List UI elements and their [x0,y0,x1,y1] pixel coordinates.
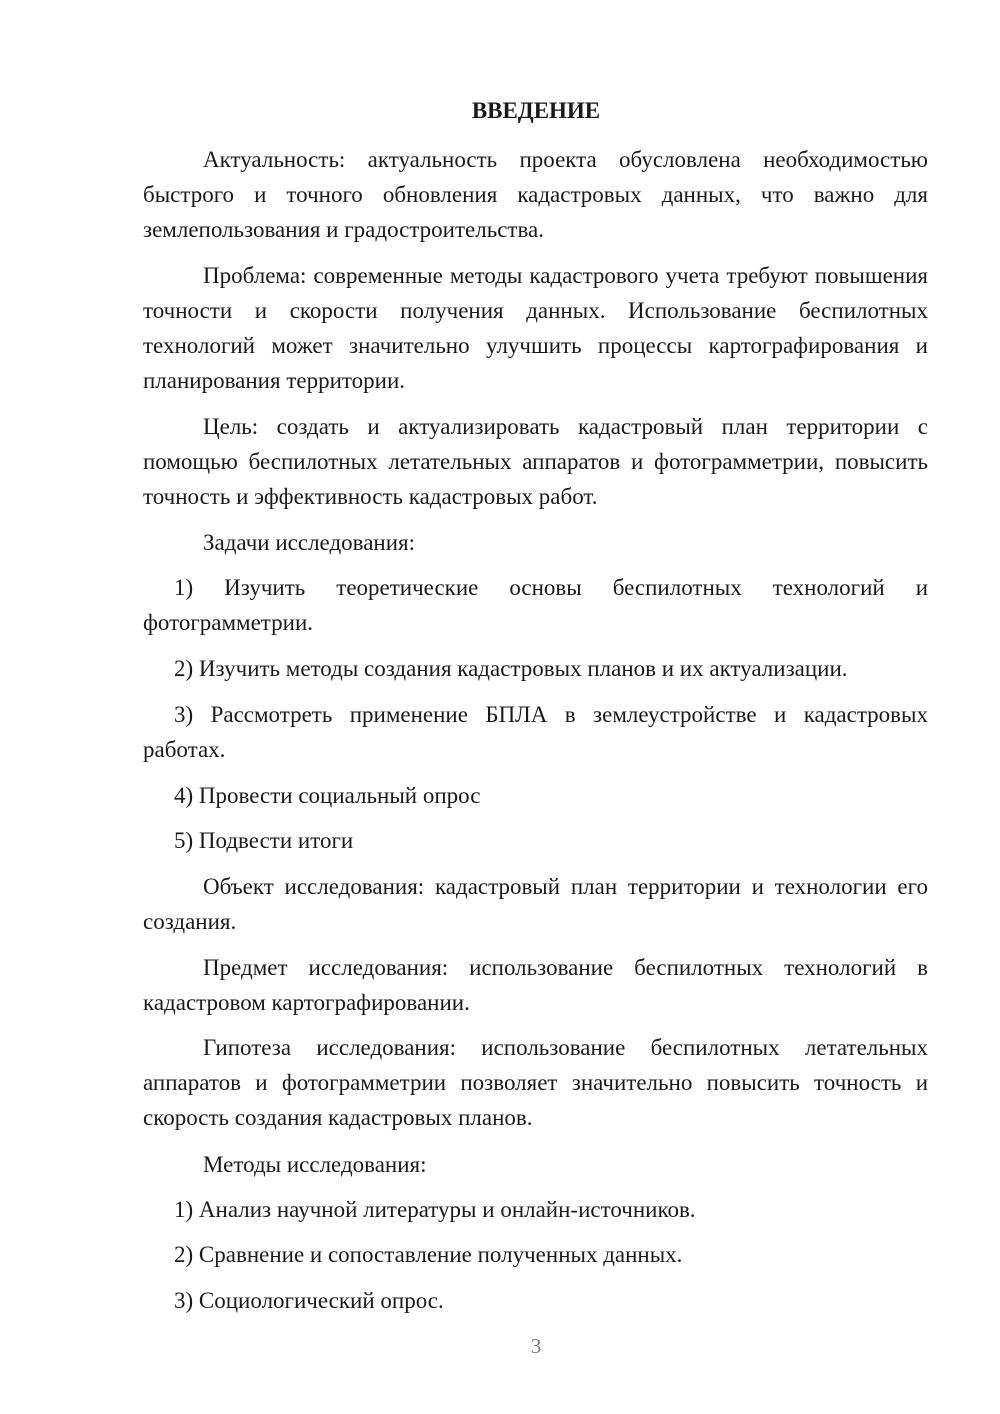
tasks-title: Задачи исследования: [203,530,416,555]
problem-paragraph: Проблема: современные методы кадастрового учета требуют повышения точности и скорости получения данных. Использование беспилотных технологий может значительно улучшить процессы картографирования и планирования территории. [143,263,928,393]
goal-paragraph: Цель: создать и актуализировать кадастровый план территории с помощью беспилотных летательных аппаратов и фотограмметрии, повысить точность и эффективность кадастровых работ. [143,414,928,509]
task-item-3: 3) Рассмотреть применение БПЛА в землеустройстве и кадастровых работах. [143,702,928,762]
task-item-2: 2) Изучить методы создания кадастровых планов и их актуализации. [174,656,848,681]
task-item-4: 4) Провести социальный опрос [174,783,481,808]
method-item-2: 2) Сравнение и сопоставление полученных данных. [174,1242,683,1267]
relevance-paragraph: Актуальность: актуальность проекта обусловлена необходимостью быстрого и точного обновления кадастровых данных, что важно для землепользования и градостроительства. [143,147,928,242]
object-paragraph: Объект исследования: кадастровый план территории и технологии его создания. [143,874,928,934]
method-item-3: 3) Социологический опрос. [174,1288,444,1313]
subject-paragraph: Предмет исследования: использование беспилотных технологий в кадастровом картографировании. [143,955,928,1015]
methods-title: Методы исследования: [203,1152,427,1177]
task-item-1: 1) Изучить теоретические основы беспилотных технологий и фотограмметрии. [143,575,928,635]
page-number: 3 [530,1334,542,1358]
hypothesis-paragraph: Гипотеза исследования: использование беспилотных летательных аппаратов и фотограмметрии позволяет значительно повысить точность и скорость создания кадастровых планов. [143,1035,928,1130]
method-item-1: 1) Анализ научной литературы и онлайн-источников. [174,1197,696,1222]
page-title: ВВЕДЕНИЕ [471,98,601,123]
task-item-5: 5) Подвести итоги [174,828,354,853]
